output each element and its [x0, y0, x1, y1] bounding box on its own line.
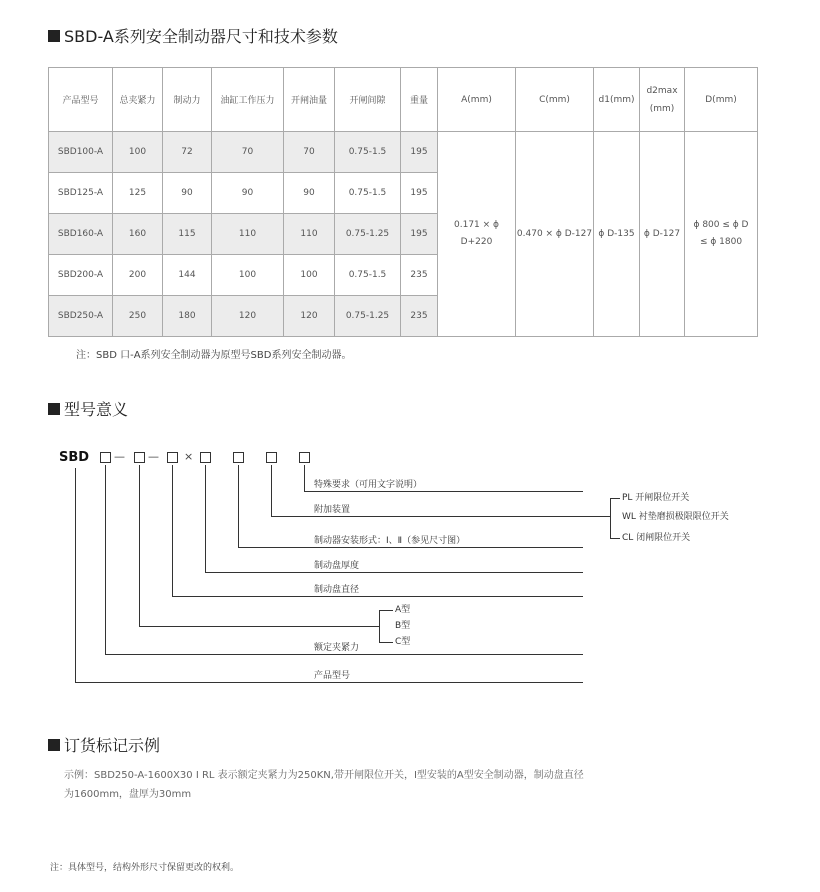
table-cell: 90 — [284, 173, 335, 214]
leader-line — [304, 491, 583, 492]
leader-line — [105, 654, 583, 655]
table-row — [49, 132, 758, 173]
table-cell: 250 — [113, 296, 163, 337]
table-note: 注：SBD 口-A系列安全制动器为原型号SBD系列安全制动器。 — [76, 350, 352, 361]
table-cell: SBD160-A — [49, 214, 113, 255]
header-cell: 产品型号 — [49, 68, 113, 132]
order-example-line1: 示例：SBD250-A-1600X30 Ⅰ RL 表示额定夹紧力为250KN,带开闸限位开关，Ⅰ型安装的A型安全制动器，制动盘直径 — [64, 770, 584, 781]
placeholder-box-diameter — [167, 452, 178, 463]
switch-option: CL 闭闸限位开关 — [622, 533, 691, 543]
formula-d-line1: ϕ 800 ≤ ϕ D — [693, 220, 749, 230]
type-option: C型 — [395, 637, 411, 647]
table-cell: 115 — [163, 214, 212, 255]
table-cell: 70 — [284, 132, 335, 173]
formula-d2-cell: ϕ D-127 — [640, 132, 685, 337]
table-cell: SBD125-A — [49, 173, 113, 214]
table-cell: 0.75-1.5 — [335, 173, 401, 214]
header-cell: 油缸工作压力 — [212, 68, 284, 132]
placeholder-box-special — [299, 452, 310, 463]
table-cell: 70 — [212, 132, 284, 173]
table-cell: 0.75-1.5 — [335, 132, 401, 173]
leader-line — [172, 465, 173, 597]
table-cell: 235 — [401, 255, 438, 296]
label-special: 特殊要求（可用文字说明） — [314, 480, 423, 490]
table-cell: 120 — [284, 296, 335, 337]
table-cell: 90 — [163, 173, 212, 214]
square-bullet-icon — [48, 30, 60, 42]
bracket-line — [610, 498, 620, 499]
bracket-line — [379, 610, 393, 611]
times-separator: × — [184, 450, 194, 463]
table-cell: 100 — [113, 132, 163, 173]
header-cell: d1(mm) — [594, 68, 640, 132]
label-attach: 附加装置 — [314, 505, 351, 515]
table-cell: 180 — [163, 296, 212, 337]
header-cell: 开闸油量 — [284, 68, 335, 132]
header-cell: 重量 — [401, 68, 438, 132]
table-cell: 195 — [401, 132, 438, 173]
table-cell: 200 — [113, 255, 163, 296]
table-cell: 90 — [212, 173, 284, 214]
bracket-line — [379, 642, 393, 643]
table-cell: 195 — [401, 214, 438, 255]
leader-line — [139, 465, 140, 627]
header-d2max-line1: d2max — [646, 85, 678, 96]
section-title-specs-text: SBD-A系列安全制动器尺寸和技术参数 — [64, 27, 338, 46]
type-option: B型 — [395, 621, 411, 631]
table-cell: 125 — [113, 173, 163, 214]
header-cell: A(mm) — [438, 68, 516, 132]
order-example-line2: 为1600mm，盘厚为30mm — [64, 789, 192, 800]
section-title-model-text: 型号意义 — [64, 400, 129, 419]
section-title-order-text: 订货标记示例 — [64, 736, 161, 755]
leader-line — [271, 516, 610, 517]
leader-line — [238, 547, 583, 548]
leader-line — [172, 596, 583, 597]
placeholder-box-force — [100, 452, 111, 463]
label-model: 产品型号 — [314, 671, 351, 681]
section-title-model — [48, 397, 128, 420]
bracket-line — [379, 610, 380, 643]
table-cell: 195 — [401, 173, 438, 214]
header-cell: C(mm) — [516, 68, 594, 132]
table-cell: 110 — [212, 214, 284, 255]
table-cell: 100 — [284, 255, 335, 296]
square-bullet-icon — [48, 403, 60, 415]
label-thickness: 制动盘厚度 — [314, 561, 360, 571]
leader-line — [238, 465, 239, 548]
type-option: A型 — [395, 605, 411, 615]
leader-line — [75, 468, 76, 683]
formula-a-cell: 0.171 × ϕ D+220 — [438, 132, 516, 337]
dash-separator: — — [148, 450, 159, 463]
footer-note: 注：具体型号，结构外形尺寸保留更改的权利。 — [50, 863, 240, 873]
placeholder-box-attach — [266, 452, 277, 463]
table-cell: 0.75-1.25 — [335, 214, 401, 255]
placeholder-box-mount — [233, 452, 244, 463]
table-cell: 120 — [212, 296, 284, 337]
table-cell: 72 — [163, 132, 212, 173]
table-cell: SBD100-A — [49, 132, 113, 173]
header-cell-d2max — [640, 68, 685, 132]
table-cell: 0.75-1.25 — [335, 296, 401, 337]
leader-line — [205, 572, 583, 573]
table-header-row — [49, 68, 758, 132]
spec-table — [48, 67, 758, 337]
leader-line — [304, 465, 305, 492]
placeholder-box-thickness — [200, 452, 211, 463]
switch-option: PL 开闸限位开关 — [622, 493, 690, 503]
header-d2max-line2: (mm) — [649, 103, 675, 114]
table-cell: 0.75-1.5 — [335, 255, 401, 296]
formula-d-line2: ≤ ϕ 1800 — [699, 237, 743, 247]
label-mount: 制动器安装形式：Ⅰ、Ⅱ（参见尺寸图） — [314, 536, 466, 546]
header-cell: D(mm) — [685, 68, 758, 132]
label-force: 额定夹紧力 — [314, 643, 360, 653]
leader-line — [139, 626, 379, 627]
leader-line — [271, 465, 272, 517]
formula-d1-cell: ϕ D-135 — [594, 132, 640, 337]
leader-line — [205, 465, 206, 573]
bracket-line — [610, 498, 611, 539]
table-cell: 110 — [284, 214, 335, 255]
table-cell: 144 — [163, 255, 212, 296]
leader-line — [75, 682, 583, 683]
formula-c-cell: 0.470 × ϕ D-127 — [516, 132, 594, 337]
formula-d-cell — [685, 132, 758, 337]
table-cell: 100 — [212, 255, 284, 296]
table-cell: 160 — [113, 214, 163, 255]
section-title-specs — [48, 24, 338, 47]
table-cell: SBD250-A — [49, 296, 113, 337]
placeholder-box-type — [134, 452, 145, 463]
bracket-line — [610, 538, 620, 539]
header-cell: 制动力 — [163, 68, 212, 132]
switch-option: WL 衬垫磨损极限限位开关 — [622, 512, 729, 522]
leader-line — [105, 465, 106, 655]
table-cell: SBD200-A — [49, 255, 113, 296]
square-bullet-icon — [48, 739, 60, 751]
label-diameter: 制动盘直径 — [314, 585, 360, 595]
dash-separator: — — [114, 450, 125, 463]
header-cell: 开闸间隙 — [335, 68, 401, 132]
table-cell: 235 — [401, 296, 438, 337]
model-prefix: SBD — [59, 450, 90, 465]
header-cell: 总夹紧力 — [113, 68, 163, 132]
section-title-order — [48, 733, 160, 756]
